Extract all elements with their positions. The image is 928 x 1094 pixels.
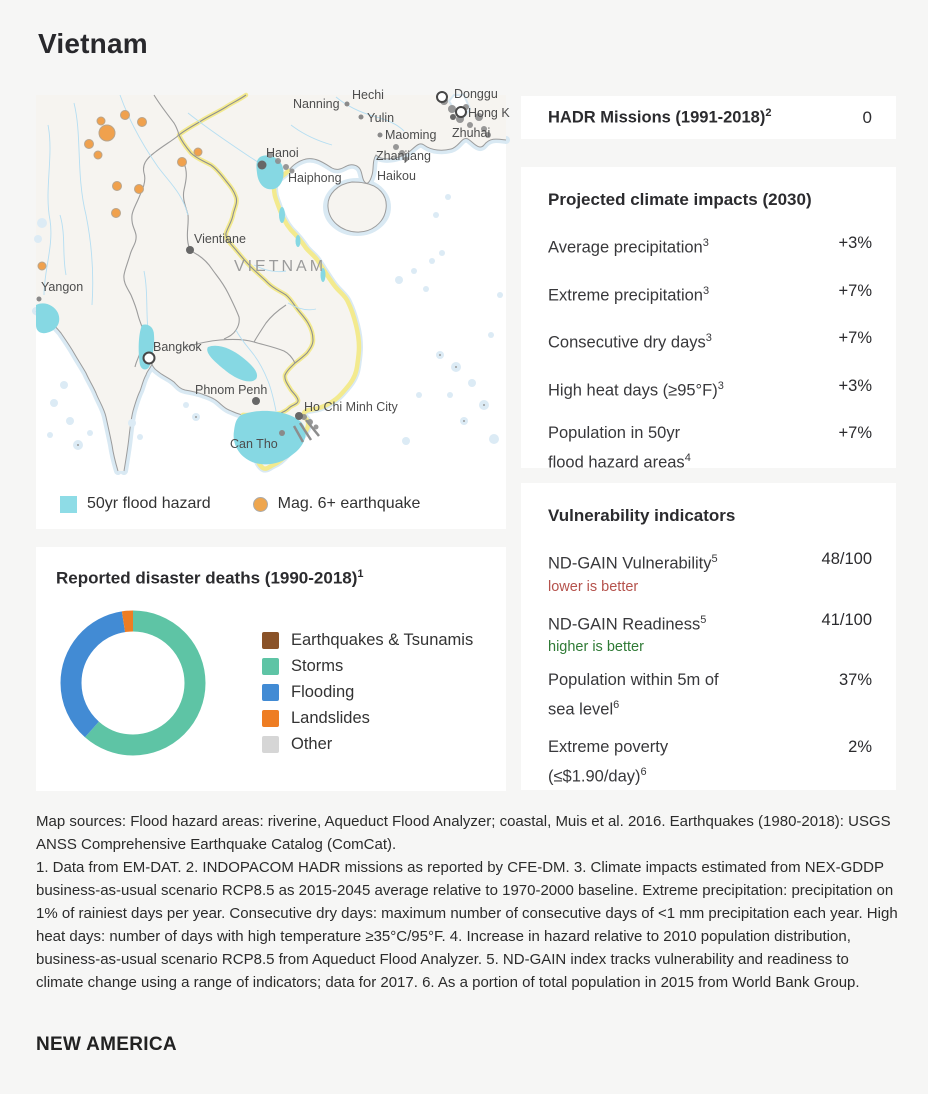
data-row: [548, 421, 872, 476]
vulnerability-card: [521, 483, 896, 790]
city-marker: [279, 430, 285, 436]
vulnerability-rows: [548, 547, 872, 789]
data-row: [548, 374, 872, 404]
city-label: Phnom Penh: [195, 383, 268, 397]
earthquake-marker: [85, 140, 94, 149]
city-label: Bangkok: [153, 340, 202, 354]
city-label: Maoming: [385, 128, 437, 142]
row-value: 48/100: [821, 550, 872, 568]
earthquake-marker: [113, 182, 122, 191]
chart-legend-item: [262, 705, 473, 731]
row-label: ND-GAIN Readiness$^5$: [548, 613, 707, 633]
map-legend-item-earthquake: [253, 495, 421, 513]
row-value: 2%: [848, 737, 872, 756]
data-row: [548, 668, 872, 723]
city-label: Zhanjiang: [376, 149, 431, 163]
data-row: [548, 326, 872, 356]
legend-label: Other: [291, 734, 333, 753]
earthquake-marker: [99, 125, 115, 141]
city-label: Ho Chi Minh City: [304, 400, 398, 414]
city-label: Zhuhai: [452, 126, 491, 140]
city-label: Donggu: [454, 87, 498, 101]
chart-legend-item: [262, 627, 473, 653]
city-marker: [437, 92, 447, 102]
chart-legend-item: [262, 731, 473, 757]
map-card: [36, 87, 510, 529]
city-marker: [450, 114, 456, 120]
row-note: lower is better: [548, 578, 639, 595]
city-marker: [378, 133, 383, 138]
chart-legend-item: [262, 653, 473, 679]
map-legend-label: 50yr flood hazard: [87, 495, 211, 512]
row-value: +3%: [838, 376, 872, 395]
row-value: +7%: [838, 281, 872, 300]
city-label: Hong K: [468, 106, 510, 120]
city-marker: [144, 353, 155, 364]
city-marker: [252, 397, 260, 405]
city-marker: [258, 161, 267, 170]
city-label: Hanoi: [266, 146, 299, 160]
map-legend-item-flood: [60, 495, 211, 513]
flood-swatch-icon: [60, 496, 77, 513]
row-label: Extreme poverty (≤$1.90/day)$^6$: [548, 737, 669, 785]
row-label: Consecutive dry days$^3$: [548, 332, 712, 352]
city-label: Haiphong: [288, 171, 342, 185]
climate-rows: [548, 231, 872, 476]
map-legend-label: Mag. 6+ earthquake: [277, 495, 421, 512]
map-legend: [36, 476, 506, 532]
donut-chart: [60, 610, 206, 756]
city-label: Vientiane: [194, 232, 246, 246]
row-label: Population within 5m of sea level$^6$: [548, 671, 719, 719]
city-marker: [345, 102, 350, 107]
data-row: [548, 735, 872, 790]
city-marker: [186, 246, 194, 254]
country-label: VIETNAM: [233, 258, 327, 275]
hadr-label: HADR Missions (1991-2018)$^2$: [548, 107, 772, 127]
data-row: [548, 231, 872, 261]
page-title: Vietnam: [38, 28, 148, 59]
vietnam-map: [36, 87, 510, 471]
footnotes: [36, 810, 900, 994]
legend-swatch-icon: [262, 632, 279, 649]
hadr-missions-card: [521, 96, 896, 139]
earthquake-marker: [178, 158, 187, 167]
data-row: [548, 608, 872, 657]
earthquake-marker: [94, 151, 102, 159]
earthquake-marker: [121, 111, 130, 120]
earthquake-marker: [97, 117, 105, 125]
city-label: Yangon: [41, 280, 84, 294]
row-label: ND-GAIN Vulnerability$^5$: [548, 553, 718, 573]
row-value: +3%: [838, 234, 872, 252]
row-label: Extreme precipitation$^3$: [548, 284, 710, 304]
earthquake-marker: [135, 185, 144, 194]
climate-impacts-title: Projected climate impacts (2030): [548, 190, 812, 209]
legend-swatch-icon: [262, 658, 279, 675]
city-marker: [359, 115, 364, 120]
earthquake-marker: [38, 262, 46, 270]
city-marker: [295, 412, 303, 420]
earthquake-dot-icon: [253, 497, 268, 512]
row-value: +7%: [838, 329, 872, 347]
new-america-logo: NEW AMERICA: [36, 1034, 177, 1055]
row-label: Population in 50yr flood hazard areas$^4$: [548, 424, 691, 472]
disaster-deaths-card: [36, 547, 506, 791]
row-value: 37%: [838, 671, 872, 689]
city-marker: [456, 107, 466, 117]
climate-impacts-card: [521, 167, 896, 472]
map-sources-note: Map sources: Flood hazard areas: riverine, Aqueduct Flood Analyzer; coastal, Muis et al. 2016. Earthquakes (1980-2018): USGS ANSS Comprehensive Earthquake Catalog (ComCat).: [36, 813, 891, 853]
city-label: Can Tho: [230, 437, 278, 451]
row-label: Average precipitation$^3$: [548, 237, 709, 257]
legend-label: Flooding: [291, 682, 355, 701]
legend-label: Landslides: [291, 708, 370, 727]
legend-swatch-icon: [262, 736, 279, 753]
earthquake-marker: [138, 118, 147, 127]
row-value: +7%: [838, 424, 872, 442]
chart-title: Reported disaster deaths (1990-2018)$^1$: [56, 568, 364, 588]
row-note: higher is better: [548, 639, 644, 655]
legend-label: Earthquakes & Tsunamis: [291, 630, 474, 649]
earthquake-marker: [112, 209, 121, 218]
numbered-notes: 1. Data from EM-DAT. 2. INDOPACOM HADR missions as reported by CFE-DM. 3. Climate impacts estimated from NEX-GDDP business-as-usual scenario RCP8.5 as 2015-2045 average relative to 1970-2000 baseline. Extreme precipitation: precipitation on 1% of rainiest days per year. Consecutive dry days: maximum number of consecutive days of <1 mm precipitation each year. High heat days: number of days with high temperature ≥35°C/95°F. 4. Increase in hazard relative to 2010 population distribution, business-as-usual scenario RCP8.5 from Aqueduct Flood Analyzer. 5. ND-GAIN index tracks vulnerability and readiness to climate change using a range of indicators; data for 2017. 6. As a portion of total population in 2015 from World Bank Group.: [36, 859, 898, 991]
chart-legend-item: [262, 679, 473, 705]
legend-swatch-icon: [262, 710, 279, 727]
data-row: [548, 547, 872, 596]
vulnerability-title: Vulnerability indicators: [548, 506, 736, 525]
chart-legend: [262, 627, 473, 757]
legend-label: Storms: [291, 656, 344, 675]
row-label: High heat days (≥95°F)$^3$: [548, 379, 724, 399]
data-row: [548, 279, 872, 309]
city-marker: [37, 297, 42, 302]
city-label: Yulin: [367, 111, 395, 125]
earthquake-marker: [194, 148, 202, 156]
legend-swatch-icon: [262, 684, 279, 701]
hadr-value: 0: [862, 107, 872, 127]
city-label: Hechi: [352, 88, 384, 102]
city-label: Haikou: [377, 169, 416, 183]
city-label: Nanning: [293, 97, 340, 111]
row-value: 41/100: [821, 610, 872, 629]
